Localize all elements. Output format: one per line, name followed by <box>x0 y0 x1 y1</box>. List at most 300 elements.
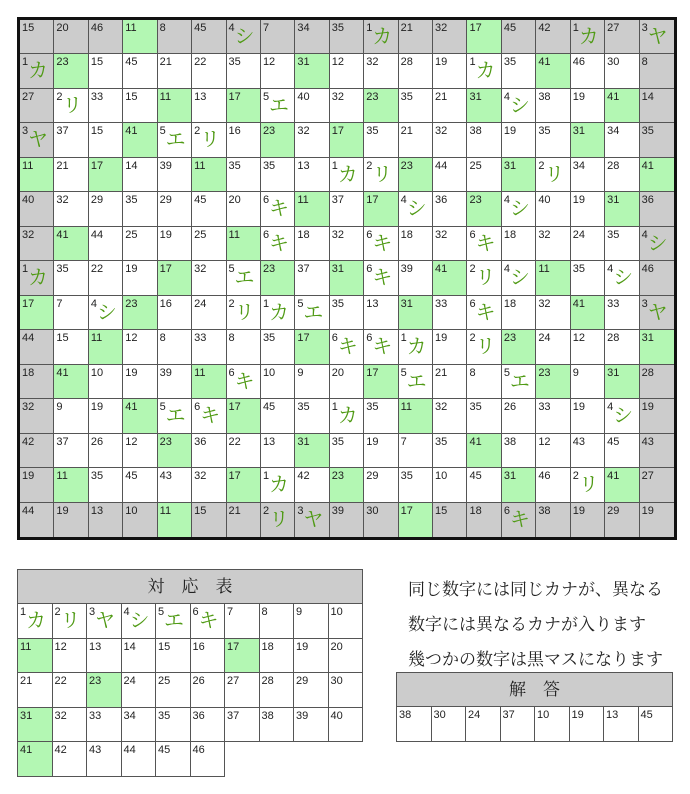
key-cell[interactable] <box>18 742 53 777</box>
grid-cell[interactable] <box>54 192 88 226</box>
grid-cell[interactable] <box>364 503 398 537</box>
grid-cell[interactable] <box>295 296 329 330</box>
grid-cell[interactable] <box>399 123 433 157</box>
grid-cell[interactable] <box>571 468 605 502</box>
key-cell[interactable] <box>18 639 53 674</box>
key-cell[interactable] <box>294 604 329 639</box>
grid-cell[interactable] <box>330 330 364 364</box>
grid-cell[interactable] <box>20 365 54 399</box>
grid-cell[interactable] <box>295 399 329 433</box>
key-cell[interactable] <box>87 708 122 743</box>
grid-cell[interactable] <box>399 192 433 226</box>
grid-cell[interactable] <box>399 227 433 261</box>
key-cell[interactable] <box>260 708 295 743</box>
key-cell[interactable] <box>329 673 364 708</box>
grid-cell[interactable] <box>158 192 192 226</box>
grid-cell[interactable] <box>364 89 398 123</box>
grid-cell[interactable] <box>89 503 123 537</box>
grid-cell[interactable] <box>399 399 433 433</box>
grid-cell[interactable] <box>123 192 157 226</box>
grid-cell[interactable] <box>330 434 364 468</box>
answer-cell[interactable] <box>501 707 536 742</box>
grid-cell[interactable] <box>54 227 88 261</box>
key-cell[interactable] <box>122 708 157 743</box>
grid-cell[interactable] <box>261 20 295 54</box>
key-cell[interactable] <box>53 673 88 708</box>
grid-cell[interactable] <box>295 123 329 157</box>
grid-cell[interactable] <box>330 503 364 537</box>
key-cell[interactable] <box>191 708 226 743</box>
answer-cell[interactable] <box>604 707 639 742</box>
key-cell[interactable] <box>191 742 226 777</box>
grid-cell[interactable] <box>261 54 295 88</box>
grid-cell[interactable] <box>502 123 536 157</box>
grid-cell[interactable] <box>192 20 226 54</box>
grid-cell[interactable] <box>330 123 364 157</box>
grid-cell[interactable] <box>467 227 501 261</box>
grid-cell[interactable] <box>54 89 88 123</box>
grid-cell[interactable] <box>123 330 157 364</box>
grid-cell[interactable] <box>571 330 605 364</box>
grid-cell[interactable] <box>261 192 295 226</box>
grid-cell[interactable] <box>467 192 501 226</box>
grid-cell[interactable] <box>605 123 639 157</box>
grid-cell[interactable] <box>123 434 157 468</box>
grid-cell[interactable] <box>227 468 261 502</box>
grid-cell[interactable] <box>399 54 433 88</box>
grid-cell[interactable] <box>89 468 123 502</box>
grid-cell[interactable] <box>571 227 605 261</box>
key-cell[interactable] <box>294 673 329 708</box>
grid-cell[interactable] <box>54 468 88 502</box>
grid-cell[interactable] <box>467 468 501 502</box>
grid-cell[interactable] <box>227 158 261 192</box>
grid-cell[interactable] <box>261 399 295 433</box>
grid-cell[interactable] <box>605 54 639 88</box>
grid-cell[interactable] <box>467 54 501 88</box>
grid-cell[interactable] <box>399 89 433 123</box>
grid-cell[interactable] <box>54 158 88 192</box>
grid-cell[interactable] <box>89 296 123 330</box>
grid-cell[interactable] <box>123 399 157 433</box>
grid-cell[interactable] <box>536 399 570 433</box>
grid-cell[interactable] <box>640 503 674 537</box>
grid-cell[interactable] <box>536 261 570 295</box>
grid-cell[interactable] <box>536 123 570 157</box>
grid-cell[interactable] <box>364 399 398 433</box>
grid-cell[interactable] <box>295 192 329 226</box>
grid-cell[interactable] <box>192 503 226 537</box>
grid-cell[interactable] <box>502 158 536 192</box>
grid-cell[interactable] <box>89 123 123 157</box>
grid-cell[interactable] <box>364 261 398 295</box>
grid-cell[interactable] <box>467 158 501 192</box>
grid-cell[interactable] <box>158 89 192 123</box>
grid-cell[interactable] <box>536 54 570 88</box>
grid-cell[interactable] <box>295 434 329 468</box>
grid-cell[interactable] <box>640 20 674 54</box>
grid-cell[interactable] <box>467 261 501 295</box>
grid-cell[interactable] <box>640 296 674 330</box>
grid-cell[interactable] <box>295 54 329 88</box>
grid-cell[interactable] <box>158 399 192 433</box>
grid-cell[interactable] <box>536 330 570 364</box>
grid-cell[interactable] <box>192 468 226 502</box>
grid-cell[interactable] <box>158 20 192 54</box>
grid-cell[interactable] <box>399 330 433 364</box>
grid-cell[interactable] <box>399 261 433 295</box>
key-cell[interactable] <box>225 639 260 674</box>
grid-cell[interactable] <box>364 365 398 399</box>
grid-cell[interactable] <box>227 296 261 330</box>
grid-cell[interactable] <box>192 89 226 123</box>
grid-cell[interactable] <box>20 123 54 157</box>
grid-cell[interactable] <box>364 54 398 88</box>
grid-cell[interactable] <box>536 89 570 123</box>
grid-cell[interactable] <box>467 399 501 433</box>
grid-cell[interactable] <box>467 503 501 537</box>
grid-cell[interactable] <box>536 365 570 399</box>
grid-cell[interactable] <box>192 365 226 399</box>
grid-cell[interactable] <box>364 123 398 157</box>
grid-cell[interactable] <box>364 296 398 330</box>
grid-cell[interactable] <box>123 123 157 157</box>
grid-cell[interactable] <box>467 330 501 364</box>
key-cell[interactable] <box>122 604 157 639</box>
grid-cell[interactable] <box>605 158 639 192</box>
grid-cell[interactable] <box>227 330 261 364</box>
grid-cell[interactable] <box>89 192 123 226</box>
grid-cell[interactable] <box>605 330 639 364</box>
grid-cell[interactable] <box>227 261 261 295</box>
grid-cell[interactable] <box>433 89 467 123</box>
key-cell[interactable] <box>156 742 191 777</box>
grid-cell[interactable] <box>295 503 329 537</box>
grid-cell[interactable] <box>54 330 88 364</box>
grid-cell[interactable] <box>158 468 192 502</box>
grid-cell[interactable] <box>192 54 226 88</box>
grid-cell[interactable] <box>295 89 329 123</box>
key-cell[interactable] <box>260 639 295 674</box>
grid-cell[interactable] <box>605 20 639 54</box>
grid-cell[interactable] <box>605 192 639 226</box>
grid-cell[interactable] <box>433 54 467 88</box>
grid-cell[interactable] <box>123 261 157 295</box>
grid-cell[interactable] <box>192 261 226 295</box>
grid-cell[interactable] <box>20 468 54 502</box>
grid-cell[interactable] <box>640 365 674 399</box>
grid-cell[interactable] <box>261 503 295 537</box>
grid-cell[interactable] <box>54 123 88 157</box>
grid-cell[interactable] <box>467 89 501 123</box>
grid-cell[interactable] <box>261 89 295 123</box>
grid-cell[interactable] <box>227 227 261 261</box>
grid-cell[interactable] <box>89 399 123 433</box>
grid-cell[interactable] <box>261 158 295 192</box>
grid-cell[interactable] <box>536 434 570 468</box>
grid-cell[interactable] <box>536 192 570 226</box>
grid-cell[interactable] <box>158 158 192 192</box>
grid-cell[interactable] <box>227 503 261 537</box>
key-cell[interactable] <box>156 639 191 674</box>
grid-cell[interactable] <box>640 54 674 88</box>
grid-cell[interactable] <box>502 468 536 502</box>
grid-cell[interactable] <box>158 330 192 364</box>
grid-cell[interactable] <box>261 365 295 399</box>
grid-cell[interactable] <box>433 123 467 157</box>
grid-cell[interactable] <box>261 123 295 157</box>
grid-cell[interactable] <box>605 399 639 433</box>
grid-cell[interactable] <box>123 158 157 192</box>
grid-cell[interactable] <box>640 89 674 123</box>
grid-cell[interactable] <box>399 296 433 330</box>
grid-cell[interactable] <box>89 330 123 364</box>
key-cell[interactable] <box>18 604 53 639</box>
grid-cell[interactable] <box>20 227 54 261</box>
grid-cell[interactable] <box>605 296 639 330</box>
grid-cell[interactable] <box>192 158 226 192</box>
grid-cell[interactable] <box>192 399 226 433</box>
grid-cell[interactable] <box>571 365 605 399</box>
key-cell[interactable] <box>294 708 329 743</box>
grid-cell[interactable] <box>20 192 54 226</box>
grid-cell[interactable] <box>123 227 157 261</box>
key-cell[interactable] <box>156 673 191 708</box>
grid-cell[interactable] <box>502 89 536 123</box>
key-cell[interactable] <box>294 639 329 674</box>
grid-cell[interactable] <box>192 296 226 330</box>
grid-cell[interactable] <box>571 158 605 192</box>
grid-cell[interactable] <box>192 192 226 226</box>
grid-cell[interactable] <box>502 365 536 399</box>
grid-cell[interactable] <box>192 123 226 157</box>
answer-cell[interactable] <box>639 707 674 742</box>
grid-cell[interactable] <box>123 20 157 54</box>
grid-cell[interactable] <box>227 54 261 88</box>
grid-cell[interactable] <box>502 192 536 226</box>
grid-cell[interactable] <box>158 54 192 88</box>
grid-cell[interactable] <box>502 399 536 433</box>
grid-cell[interactable] <box>54 20 88 54</box>
key-cell[interactable] <box>18 708 53 743</box>
grid-cell[interactable] <box>227 123 261 157</box>
grid-cell[interactable] <box>399 158 433 192</box>
key-cell[interactable] <box>329 708 364 743</box>
grid-cell[interactable] <box>605 365 639 399</box>
grid-cell[interactable] <box>54 54 88 88</box>
grid-cell[interactable] <box>20 503 54 537</box>
grid-cell[interactable] <box>640 123 674 157</box>
grid-cell[interactable] <box>467 20 501 54</box>
grid-cell[interactable] <box>330 261 364 295</box>
grid-cell[interactable] <box>364 434 398 468</box>
grid-cell[interactable] <box>364 158 398 192</box>
grid-cell[interactable] <box>54 399 88 433</box>
grid-cell[interactable] <box>433 468 467 502</box>
grid-cell[interactable] <box>330 227 364 261</box>
grid-cell[interactable] <box>158 261 192 295</box>
grid-cell[interactable] <box>330 89 364 123</box>
grid-cell[interactable] <box>330 399 364 433</box>
grid-cell[interactable] <box>158 503 192 537</box>
grid-cell[interactable] <box>605 227 639 261</box>
grid-cell[interactable] <box>605 503 639 537</box>
grid-cell[interactable] <box>261 296 295 330</box>
key-cell[interactable] <box>260 604 295 639</box>
grid-cell[interactable] <box>123 89 157 123</box>
grid-cell[interactable] <box>295 227 329 261</box>
grid-cell[interactable] <box>433 192 467 226</box>
answer-cell[interactable] <box>570 707 605 742</box>
key-cell[interactable] <box>53 742 88 777</box>
grid-cell[interactable] <box>123 503 157 537</box>
grid-cell[interactable] <box>20 261 54 295</box>
grid-cell[interactable] <box>399 434 433 468</box>
grid-cell[interactable] <box>640 330 674 364</box>
grid-cell[interactable] <box>227 399 261 433</box>
grid-cell[interactable] <box>89 54 123 88</box>
grid-cell[interactable] <box>399 503 433 537</box>
grid-cell[interactable] <box>571 123 605 157</box>
grid-cell[interactable] <box>399 468 433 502</box>
grid-cell[interactable] <box>261 468 295 502</box>
grid-cell[interactable] <box>227 365 261 399</box>
grid-cell[interactable] <box>89 158 123 192</box>
grid-cell[interactable] <box>330 296 364 330</box>
grid-cell[interactable] <box>467 296 501 330</box>
key-cell[interactable] <box>87 604 122 639</box>
key-cell[interactable] <box>87 742 122 777</box>
grid-cell[interactable] <box>536 468 570 502</box>
grid-cell[interactable] <box>158 365 192 399</box>
grid-cell[interactable] <box>330 192 364 226</box>
grid-cell[interactable] <box>433 296 467 330</box>
answer-cell[interactable] <box>432 707 467 742</box>
grid-cell[interactable] <box>330 20 364 54</box>
key-cell[interactable] <box>122 673 157 708</box>
grid-cell[interactable] <box>20 20 54 54</box>
grid-cell[interactable] <box>536 503 570 537</box>
grid-cell[interactable] <box>192 434 226 468</box>
grid-cell[interactable] <box>640 468 674 502</box>
grid-cell[interactable] <box>158 123 192 157</box>
grid-cell[interactable] <box>502 20 536 54</box>
key-cell[interactable] <box>225 673 260 708</box>
grid-cell[interactable] <box>20 330 54 364</box>
grid-cell[interactable] <box>192 330 226 364</box>
grid-cell[interactable] <box>364 20 398 54</box>
grid-cell[interactable] <box>89 89 123 123</box>
grid-cell[interactable] <box>192 227 226 261</box>
key-cell[interactable] <box>191 673 226 708</box>
grid-cell[interactable] <box>433 399 467 433</box>
grid-cell[interactable] <box>20 296 54 330</box>
grid-cell[interactable] <box>20 89 54 123</box>
grid-cell[interactable] <box>605 261 639 295</box>
grid-cell[interactable] <box>502 434 536 468</box>
grid-cell[interactable] <box>467 123 501 157</box>
key-cell[interactable] <box>329 639 364 674</box>
grid-cell[interactable] <box>261 434 295 468</box>
grid-cell[interactable] <box>536 296 570 330</box>
grid-cell[interactable] <box>330 158 364 192</box>
grid-cell[interactable] <box>399 365 433 399</box>
grid-cell[interactable] <box>571 192 605 226</box>
grid-cell[interactable] <box>20 158 54 192</box>
grid-cell[interactable] <box>502 227 536 261</box>
answer-cell[interactable] <box>397 707 432 742</box>
grid-cell[interactable] <box>364 227 398 261</box>
grid-cell[interactable] <box>433 503 467 537</box>
grid-cell[interactable] <box>536 20 570 54</box>
grid-cell[interactable] <box>433 158 467 192</box>
grid-cell[interactable] <box>640 261 674 295</box>
grid-cell[interactable] <box>605 434 639 468</box>
grid-cell[interactable] <box>89 227 123 261</box>
grid-cell[interactable] <box>89 365 123 399</box>
key-cell[interactable] <box>156 604 191 639</box>
grid-cell[interactable] <box>571 399 605 433</box>
grid-cell[interactable] <box>20 434 54 468</box>
grid-cell[interactable] <box>20 54 54 88</box>
grid-cell[interactable] <box>502 330 536 364</box>
grid-cell[interactable] <box>89 434 123 468</box>
grid-cell[interactable] <box>330 365 364 399</box>
grid-cell[interactable] <box>502 296 536 330</box>
answer-cell[interactable] <box>466 707 501 742</box>
grid-cell[interactable] <box>399 20 433 54</box>
grid-cell[interactable] <box>89 20 123 54</box>
grid-cell[interactable] <box>54 261 88 295</box>
key-cell[interactable] <box>260 673 295 708</box>
grid-cell[interactable] <box>295 330 329 364</box>
key-cell[interactable] <box>191 604 226 639</box>
grid-cell[interactable] <box>54 296 88 330</box>
grid-cell[interactable] <box>123 296 157 330</box>
key-cell[interactable] <box>225 604 260 639</box>
key-cell[interactable] <box>87 673 122 708</box>
grid-cell[interactable] <box>640 158 674 192</box>
key-cell[interactable] <box>156 708 191 743</box>
grid-cell[interactable] <box>433 227 467 261</box>
grid-cell[interactable] <box>54 365 88 399</box>
key-cell[interactable] <box>53 708 88 743</box>
grid-cell[interactable] <box>261 227 295 261</box>
key-cell[interactable] <box>191 639 226 674</box>
grid-cell[interactable] <box>571 434 605 468</box>
grid-cell[interactable] <box>261 261 295 295</box>
grid-cell[interactable] <box>364 468 398 502</box>
grid-cell[interactable] <box>123 365 157 399</box>
grid-cell[interactable] <box>467 365 501 399</box>
grid-cell[interactable] <box>123 54 157 88</box>
grid-cell[interactable] <box>89 261 123 295</box>
key-cell[interactable] <box>122 639 157 674</box>
grid-cell[interactable] <box>295 20 329 54</box>
key-cell[interactable] <box>18 673 53 708</box>
grid-cell[interactable] <box>571 296 605 330</box>
grid-cell[interactable] <box>364 192 398 226</box>
grid-cell[interactable] <box>54 503 88 537</box>
grid-cell[interactable] <box>640 227 674 261</box>
grid-cell[interactable] <box>123 468 157 502</box>
grid-cell[interactable] <box>158 296 192 330</box>
grid-cell[interactable] <box>295 158 329 192</box>
grid-cell[interactable] <box>227 434 261 468</box>
grid-cell[interactable] <box>158 227 192 261</box>
grid-cell[interactable] <box>640 192 674 226</box>
grid-cell[interactable] <box>227 89 261 123</box>
